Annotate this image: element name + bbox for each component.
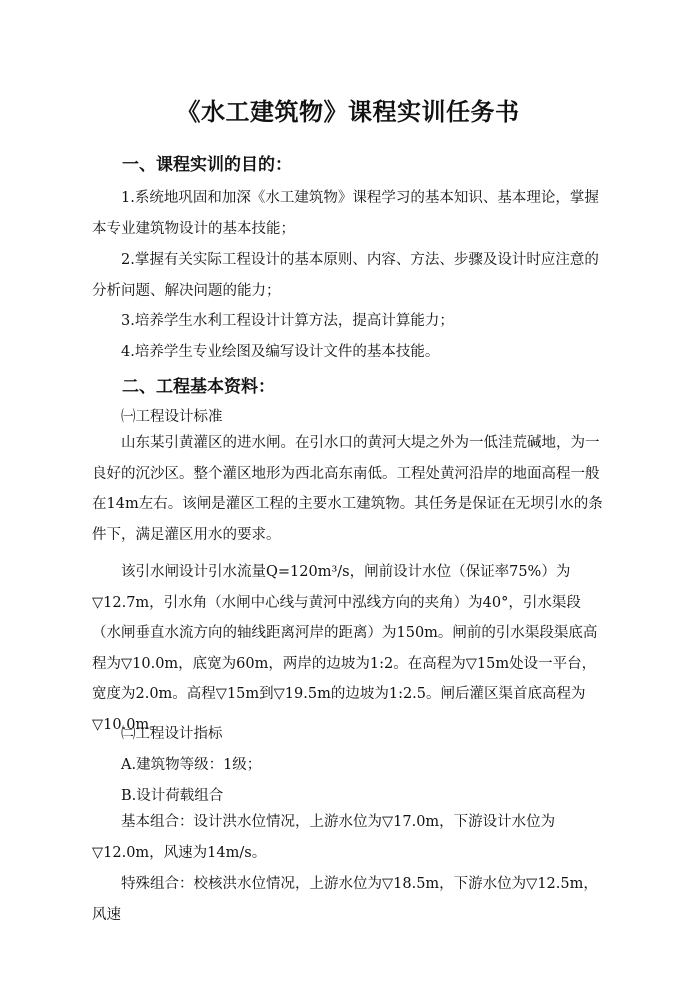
paragraph-project-overview: 山东某引黄灌区的进水闸。在引水口的黄河大堤之外为一低洼荒碱地，为一良好的沉沙区。整个灌区地形为西北高东南低。工程处黄河沿岸的地面高程一般在14m左右。该闸是灌区工程的主要水工建筑物。其任务是保证在无坝引水的条件下，满足灌区用水的要求。 [92,435,603,543]
purpose-item-1: 1.系统地巩固和加深《水工建筑物》课程学习的基本知识、基本理论，掌握本专业建筑物设计的基本技能； [92,190,599,237]
purpose-item-2: 2.掌握有关实际工程设计的基本原则、内容、方法、步骤及设计时应注意的分析问题、解决问题的能力； [92,252,599,299]
paragraph-basic-combination: 基本组合：设计洪水位情况，上游水位为▽17.0m，下游设计水位为▽12.0m，风速为14m/s。 [92,814,556,861]
subheading-design-standard: ㈠工程设计标准 [121,409,223,425]
item-load-combination: B.设计荷载组合 [121,788,224,804]
section-heading-purpose: 一、课程实训的目的： [122,155,292,175]
item-building-grade: A.建筑物等级：1级； [121,757,262,773]
paragraph-design-parameters: 该引水闸设计引水流量Q=120m³/s，闸前设计水位（保证率75%）为▽12.7m，引水角（水闸中心线与黄河中泓线方向的夹角）为40°，引水渠段（水闸垂直水流方向的轴线距离河岸的距离）为150m。闸前的引水渠段渠底高程为▽10.0m，底宽为60m，两岸的边坡为1:2。在高程为▽15m处设一平台，宽度为2.0m。高程▽15m到▽19.5m的边坡为1:2.5。闸后灌区渠首底高程为▽10.0m。 [92,564,598,733]
subheading-design-indicators: ㈡工程设计指标 [121,726,223,742]
paragraph-special-combination: 特殊组合：校核洪水位情况，上游水位为▽18.5m，下游水位为▽12.5m，风速 [92,876,598,923]
purpose-item-3: 3.培养学生水利工程设计计算方法，提高计算能力； [121,313,454,329]
document-title: 《水工建筑物》课程实训任务书 [176,97,520,126]
purpose-item-4: 4.培养学生专业绘图及编写设计文件的基本技能。 [121,344,440,360]
section-heading-basic-data: 二、工程基本资料： [122,377,275,397]
